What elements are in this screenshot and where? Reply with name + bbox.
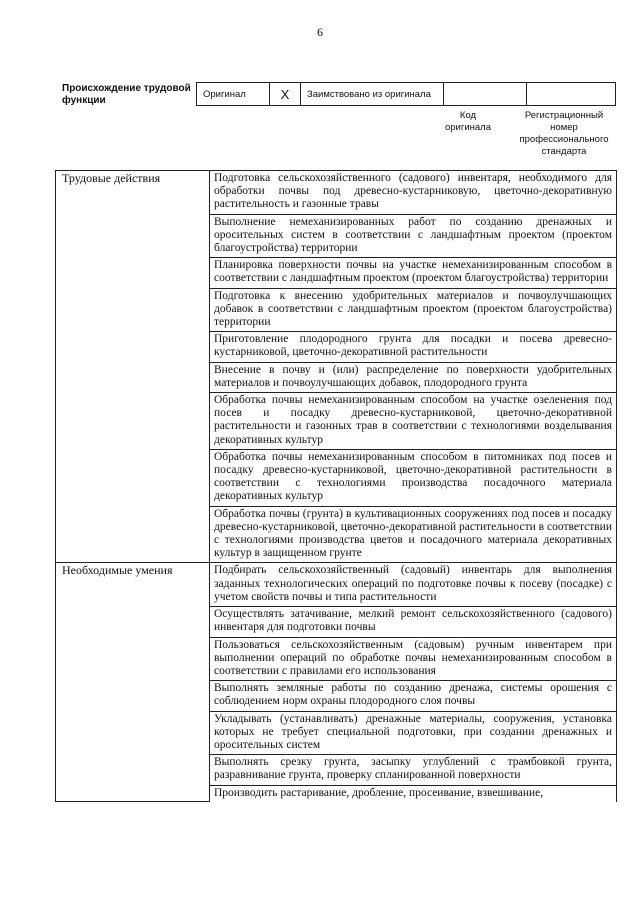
original-mark: X [270,83,301,106]
table-cell: Планировка поверхности почвы на участке немеханизированным способом в соответствии с ландшафтным проектом (проектом благоустройства) территории [210,258,617,288]
table-cell: Обработка почвы (грунта) в культивационных сооружениях под посев и посадку древесно-кустарниковой, цветочно-декоративной растительности в соответствии с технологиями производства цветов и посадочного материала декоративных культур в защищенном грунте [210,506,617,563]
table-cell: Выполнять земляные работы по созданию дренажа, системы орошения с соблюдением норм охраны плодородного слоя почвы [210,681,617,711]
table-cell: Обработка почвы немеханизированным способом на участке озеленения под посев и посадку древесно-кустарниковой, цветочно-декоративной растительности и газонных трав в соответствии с технологиями возделывания декоративных культур [210,393,617,450]
table-cell: Внесение в почву и (или) распределение по поверхности удобрительных материалов и почвоулучшающих добавок, плодородного грунта [210,362,617,392]
section-heading: Трудовые действия [56,171,210,563]
table-cell: Производить растаривание, дробление, просеивание, взвешивание, [210,785,617,802]
table-cell: Пользоваться сельскохозяйственным (садовым) ручным инвентарем при выполнении операций по обработке почвы немеханизированным способом в соответствии с правилами его использования [210,637,617,681]
table-cell: Осуществлять затачивание, мелкий ремонт сельскохозяйственного (садового) инвентаря для подготовки почвы [210,607,617,637]
reg-number-label: Регистрационный номер профессионального стандарта [519,110,609,157]
table-cell: Подготовка сельскохозяйственного (садового) инвентаря, необходимого для обработки почвы под древесно-кустарниковую, цветочно-декоративную растительность и газонные травы [210,171,617,215]
table-cell: Укладывать (устанавливать) дренажные материалы, сооружения, установка которых не требует специальной подготовки, при создании дренажных и оросительных систем [210,711,617,755]
section-heading: Необходимые умения [56,563,210,802]
code-cell [444,83,527,106]
function-table [55,170,617,802]
table-cell: Выполнение немеханизированных работ по созданию дренажных и оросительных систем в соответствии с ландшафтным проектом (проектом благоустройства) территории [210,214,617,258]
table-cell: Подготовка к внесению удобрительных материалов и почвоулучшающих добавок в соответствии с ландшафтным проектом (проектом благоустройства) территории [210,288,617,332]
table-row [56,563,617,607]
page-number: 6 [317,25,323,39]
original-cell: Оригинал [197,83,270,106]
table-row [56,171,617,215]
table-cell: Выполнять срезку грунта, засыпку углублений с трамбовкой грунта, разравнивание грунта, проверку спланированной поверхности [210,755,617,785]
borrowed-cell: Заимствовано из оригинала [301,83,444,106]
code-label: Код оригинала [444,110,491,133]
origin-label: Происхождение трудовой функции [62,83,191,106]
table-cell: Приготовление плодородного грунта для посадки и посева древесно-кустарниковой, цветочно-декоративной растительности [210,332,617,362]
table-cell: Обработка почвы немеханизированным способом в питомниках под посев и посадку древесно-кустарниковой, цветочно-декоративной растительности в соответствии с технологиями производства посадочного материала декоративных культур [210,449,617,506]
table-cell: Подбирать сельскохозяйственный (садовый) инвентарь для выполнения заданных технологических операций по подготовке почвы к посеву (посадке) с учетом свойств почвы и типа растительности [210,563,617,607]
reg-number-cell [527,83,616,106]
origin-table [196,82,616,106]
